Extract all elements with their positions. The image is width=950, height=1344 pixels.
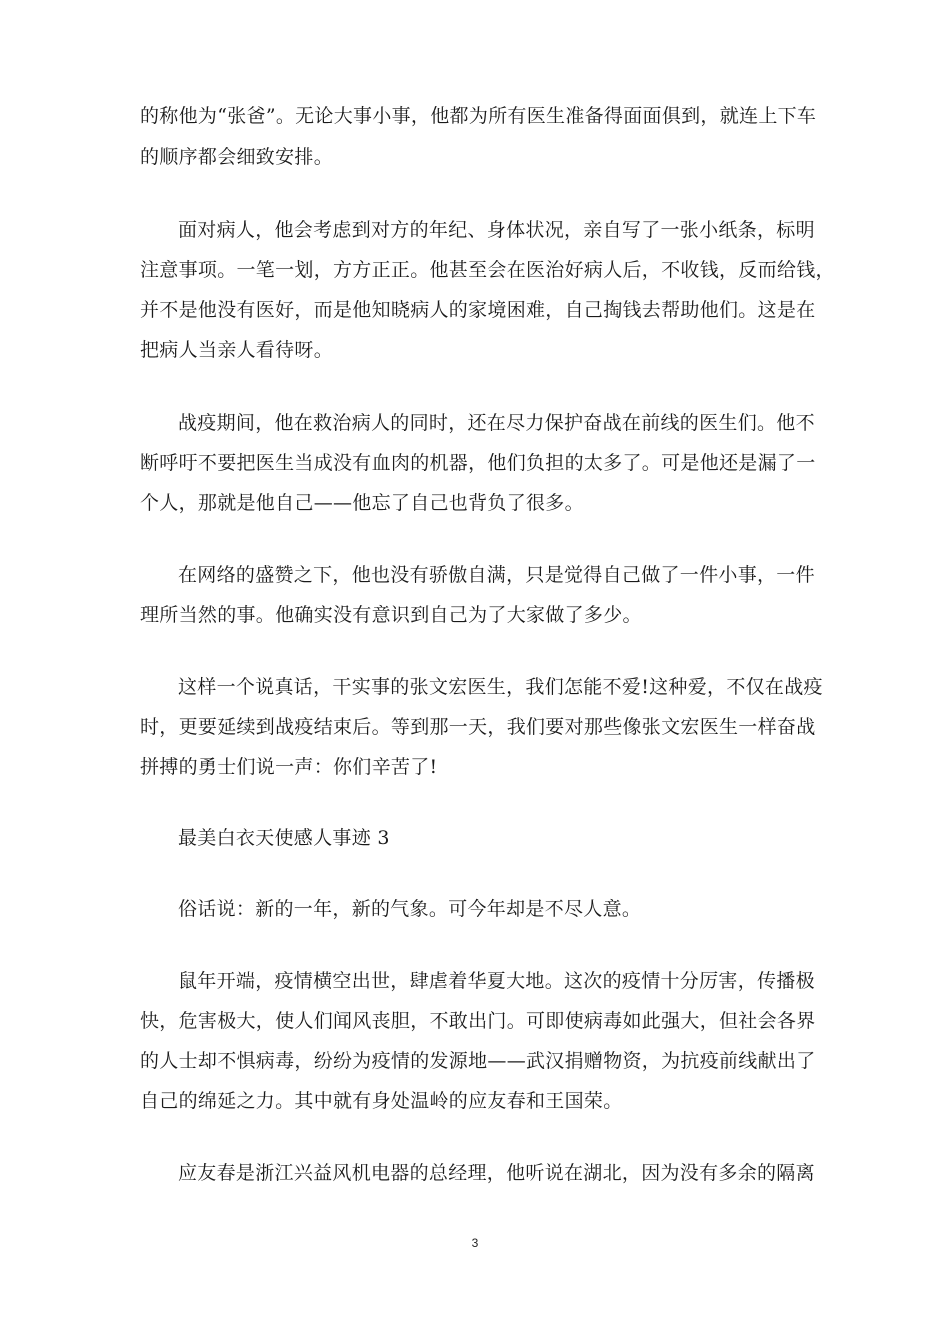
paragraph-3-line-3: 个人，那就是他自己——他忘了自己也背负了很多。 [140, 492, 584, 514]
paragraph-1-line-2: 的顺序都会细致安排。 [140, 146, 334, 168]
paragraph-2-line-1: 面对病人，他会考虑到对方的年纪、身体状况，亲自写了一张小纸条，标明 [178, 219, 815, 241]
paragraph-5-line-2: 时，更要延续到战疫结束后。等到那一天，我们要对那些像张文宏医生一样奋战 [140, 716, 816, 738]
page-number: 3 [471, 1236, 479, 1250]
paragraph-6-line-1: 俗话说：新的一年，新的气象。可今年却是不尽人意。 [178, 898, 642, 920]
paragraph-4-line-2: 理所当然的事。他确实没有意识到自己为了大家做了多少。 [140, 604, 642, 626]
paragraph-7-line-2: 快，危害极大，使人们闻风丧胆，不敢出门。可即使病毒如此强大，但社会各界 [140, 1010, 816, 1032]
paragraph-7-line-4: 自己的绵延之力。其中就有身处温岭的应友春和王国荣。 [140, 1090, 623, 1112]
paragraph-4-line-1: 在网络的盛赞之下，他也没有骄傲自满，只是觉得自己做了一件小事，一件 [178, 564, 815, 586]
paragraph-7-line-3: 的人士却不惧病毒，纷纷为疫情的发源地——武汉捐赠物资，为抗疫前线献出了 [140, 1050, 816, 1072]
paragraph-2-line-3: 并不是他没有医好，而是他知晓病人的家境困难，自己掏钱去帮助他们。这是在 [140, 299, 816, 321]
paragraph-7-line-1: 鼠年开端，疫情横空出世，肆虐着华夏大地。这次的疫情十分厉害，传播极 [178, 970, 815, 992]
paragraph-2-line-2: 注意事项。一笔一划，方方正正。他甚至会在医治好病人后，不收钱，反而给钱， [140, 259, 835, 281]
paragraph-1-line-1: 的称他为“张爸”。无论大事小事，他都为所有医生准备得面面俱到，就连上下车 [140, 105, 817, 127]
paragraph-5-line-3: 拼搏的勇士们说一声：你们辛苦了! [140, 756, 438, 778]
paragraph-3-line-1: 战疫期间，他在救治病人的同时，还在尽力保护奋战在前线的医生们。他不 [178, 412, 815, 434]
paragraph-5-line-1: 这样一个说真话，干实事的张文宏医生，我们怎能不爱!这种爱，不仅在战疫 [178, 676, 823, 698]
paragraph-2-line-4: 把病人当亲人看待呀。 [140, 339, 334, 361]
paragraph-8-line-1: 应友春是浙江兴益风机电器的总经理，他听说在湖北，因为没有多余的隔离 [178, 1162, 815, 1184]
paragraph-3-line-2: 断呼吁不要把医生当成没有血肉的机器，他们负担的太多了。可是他还是漏了一 [140, 452, 816, 474]
section-heading: 最美白衣天使感人事迹 3 [178, 827, 390, 849]
